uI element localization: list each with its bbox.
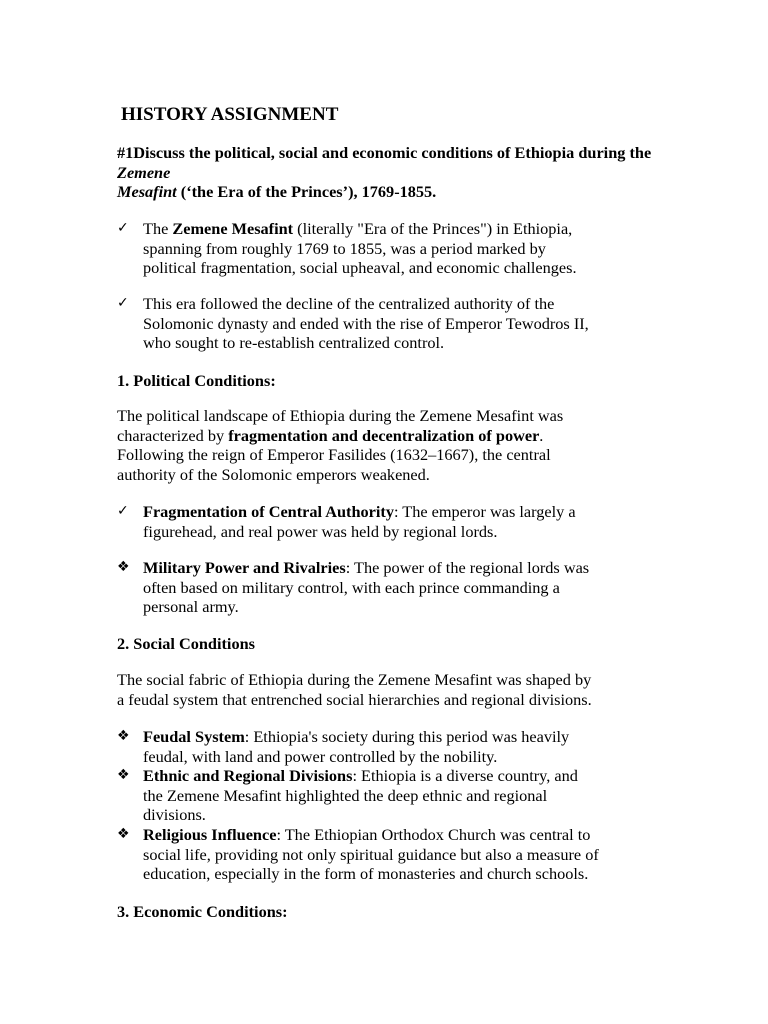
political-para-line-3: Following the reign of Emperor Fasilides (1632–1667), the central <box>117 445 551 464</box>
political-para-bold: fragmentation and decentralization of power <box>228 425 540 445</box>
check-mark-icon: ✓ <box>117 503 129 519</box>
political-item-1-bold: Fragmentation of Central Authority <box>143 502 394 521</box>
intro-2-line-2: Solomonic dynasty and ended with the rise of Emperor Tewodros II, <box>143 313 589 333</box>
political-item-2-line-3: personal army. <box>143 597 239 616</box>
social-item-1-line-2: feudal, with land and power controlled by the nobility. <box>143 746 498 766</box>
political-para-post: . <box>539 425 544 445</box>
social-item-2 <box>117 766 657 825</box>
political-item-1-line-1 <box>143 502 657 522</box>
question-prefix: #1Discuss the political, social and economic conditions of Ethiopia during the <box>117 143 652 162</box>
social-item-3-line-3: education, especially in the form of monasteries and church schools. <box>143 864 589 883</box>
political-para-pre: characterized by <box>117 425 229 445</box>
social-heading: 2. Social Conditions <box>117 634 255 653</box>
intro-1-pre: The <box>143 219 173 238</box>
intro-1-line-3: political fragmentation, social upheaval, and economic challenges. <box>143 258 577 277</box>
political-item-2 <box>117 558 657 617</box>
social-item-3-line-1 <box>143 825 677 845</box>
social-item-2-rest: : Ethiopia is a diverse country, and <box>352 766 578 785</box>
intro-bullet-2 <box>117 294 657 353</box>
political-para-line-4: authority of the Solomonic emperors weakened. <box>117 464 430 484</box>
intro-2-line-1: This era followed the decline of the centralized authority of the <box>143 294 555 313</box>
social-item-2-bold: Ethnic and Regional Divisions <box>143 766 353 785</box>
intro-1-line-1 <box>143 219 657 239</box>
question-suffix: (‘the Era of the Princes’), 1769-1855. <box>176 182 437 201</box>
social-para-line-2: a feudal system that entrenched social hierarchies and regional divisions. <box>117 689 592 709</box>
question-italic-zemene: Zemene <box>117 162 171 182</box>
social-item-3-bold: Religious Influence <box>143 825 277 844</box>
social-item-2-line-3: divisions. <box>143 805 206 824</box>
political-item-1-rest: : The emperor was largely a <box>393 502 576 521</box>
intro-1-bold: Zemene Mesafint <box>172 219 294 238</box>
political-paragraph <box>117 406 657 484</box>
social-paragraph <box>117 670 677 709</box>
intro-2-line-3: who sought to re-establish centralized control. <box>143 333 445 352</box>
political-para-line-1: The political landscape of Ethiopia during the Zemene Mesafint was <box>117 406 564 425</box>
check-mark-icon: ✓ <box>117 220 129 236</box>
social-item-1-line-1 <box>143 727 657 747</box>
political-para-line-2 <box>117 426 657 446</box>
document-title: HISTORY ASSIGNMENT <box>121 104 339 125</box>
four-diamond-bullet-icon: ❖ <box>117 559 130 575</box>
political-item-2-line-2: often based on military control, with each prince commanding a <box>143 577 560 597</box>
intro-1-line-2: spanning from roughly 1769 to 1855, was a period marked by <box>143 238 546 258</box>
political-heading: 1. Political Conditions: <box>117 371 276 390</box>
social-item-1-bold: Feudal System <box>143 727 245 746</box>
check-mark-icon: ✓ <box>117 295 129 311</box>
political-item-2-rest: : The power of the regional lords was <box>345 558 590 577</box>
social-item-1 <box>117 727 657 766</box>
social-item-2-line-2: the Zemene Mesafint highlighted the deep ethnic and regional <box>143 785 548 805</box>
social-para-line-1: The social fabric of Ethiopia during the Zemene Mesafint was shaped by <box>117 670 592 689</box>
four-diamond-bullet-icon: ❖ <box>117 728 130 744</box>
social-item-3 <box>117 825 677 884</box>
economic-heading: 3. Economic Conditions: <box>117 902 288 921</box>
social-item-2-line-1 <box>143 766 657 786</box>
social-item-3-rest: : The Ethiopian Orthodox Church was central to <box>276 825 591 844</box>
question-line-1 <box>117 143 677 182</box>
four-diamond-bullet-icon: ❖ <box>117 826 130 842</box>
question-italic-mesafint: Mesafint <box>117 182 177 201</box>
intro-1-rest: (literally "Era of the Princes") in Ethiopia, <box>293 219 573 238</box>
social-item-3-line-2: social life, providing not only spiritual guidance but also a measure of <box>143 844 599 864</box>
social-item-1-rest: : Ethiopia's society during this period was heavily <box>244 727 570 746</box>
political-item-1-line-2: figurehead, and real power was held by regional lords. <box>143 521 498 541</box>
political-item-2-line-1 <box>143 558 657 578</box>
assignment-question <box>117 143 677 202</box>
question-line-2 <box>117 182 677 202</box>
political-item-1 <box>117 502 657 541</box>
intro-bullet-1 <box>117 219 657 278</box>
political-item-2-bold: Military Power and Rivalries <box>143 558 346 577</box>
four-diamond-bullet-icon: ❖ <box>117 767 130 783</box>
